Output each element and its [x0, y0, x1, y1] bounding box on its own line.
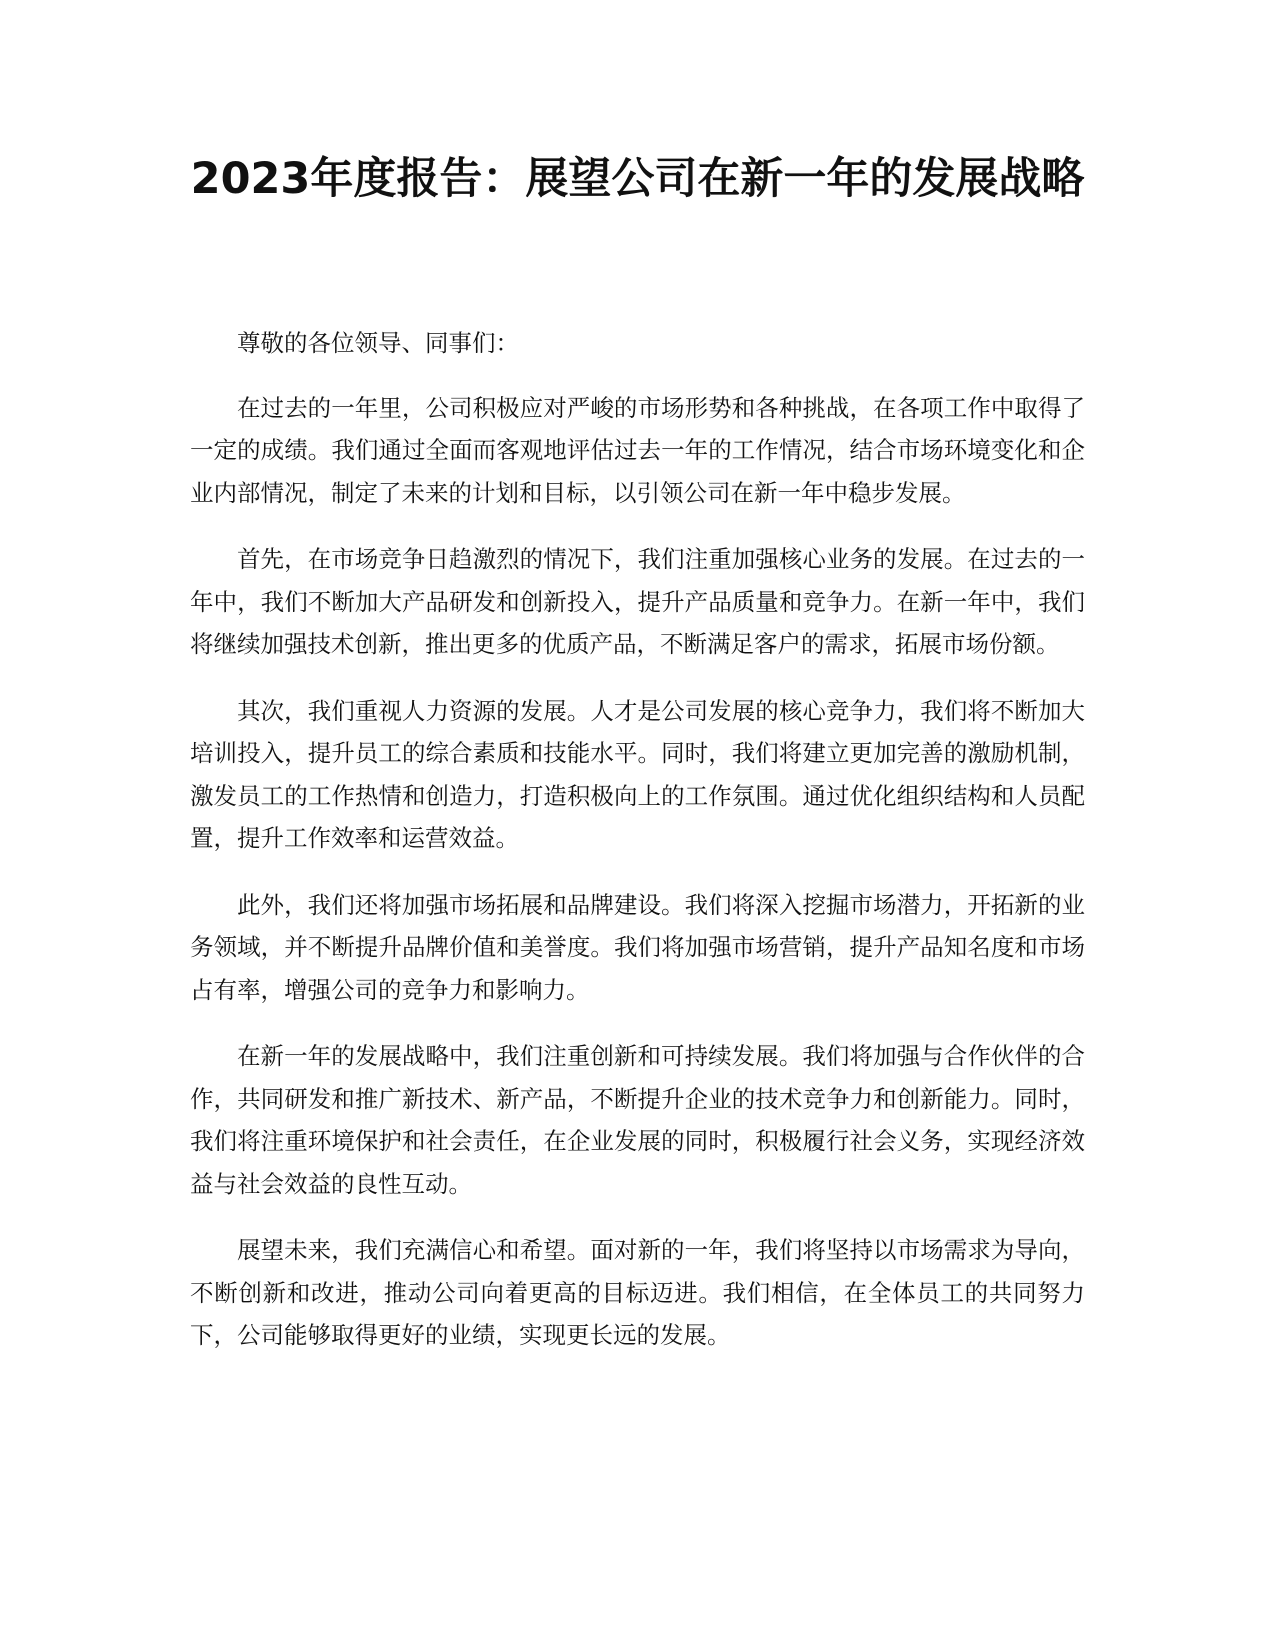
salutation-paragraph: 尊敬的各位领导、同事们：	[237, 329, 519, 357]
document-body	[190, 322, 1085, 1381]
paragraph-innovation: 在新一年的发展战略中，我们注重创新和可持续发展。我们将加强与合作伙伴的合作，共同研发和推广新技术、新产品，不断提升企业的技术竞争力和创新能力。同时，我们将注重环境保护和社会责任，在企业发展的同时，积极履行社会义务，实现经济效益与社会效益的良性互动。	[190, 1042, 1085, 1198]
paragraph-human-resources: 其次，我们重视人力资源的发展。人才是公司发展的核心竞争力，我们将不断加大培训投入，提升员工的综合素质和技能水平。同时，我们将建立更加完善的激励机制，激发员工的工作热情和创造力，打造积极向上的工作氛围。通过优化组织结构和人员配置，提升工作效率和运营效益。	[190, 696, 1085, 852]
paragraph-intro: 在过去的一年里，公司积极应对严峻的市场形势和各种挑战，在各项工作中取得了一定的成绩。我们通过全面而客观地评估过去一年的工作情况，结合市场环境变化和企业内部情况，制定了未来的计划和目标，以引领公司在新一年中稳步发展。	[190, 393, 1085, 507]
paragraph-market-brand: 此外，我们还将加强市场拓展和品牌建设。我们将深入挖掘市场潜力，开拓新的业务领域，并不断提升品牌价值和美誉度。我们将加强市场营销，提升产品知名度和市场占有率，增强公司的竞争力和影响力。	[190, 890, 1085, 1004]
document-title: 2023年度报告：展望公司在新一年的发展战略	[190, 154, 1085, 204]
paragraph-outlook: 展望未来，我们充满信心和希望。面对新的一年，我们将坚持以市场需求为导向，不断创新和改进，推动公司向着更高的目标迈进。我们相信，在全体员工的共同努力下，公司能够取得更好的业绩，实现更长远的发展。	[190, 1236, 1085, 1349]
paragraph-core-business: 首先，在市场竞争日趋激烈的情况下，我们注重加强核心业务的发展。在过去的一年中，我们不断加大产品研发和创新投入，提升产品质量和竞争力。在新一年中，我们将继续加强技术创新，推出更多的优质产品，不断满足客户的需求，拓展市场份额。	[190, 545, 1085, 658]
